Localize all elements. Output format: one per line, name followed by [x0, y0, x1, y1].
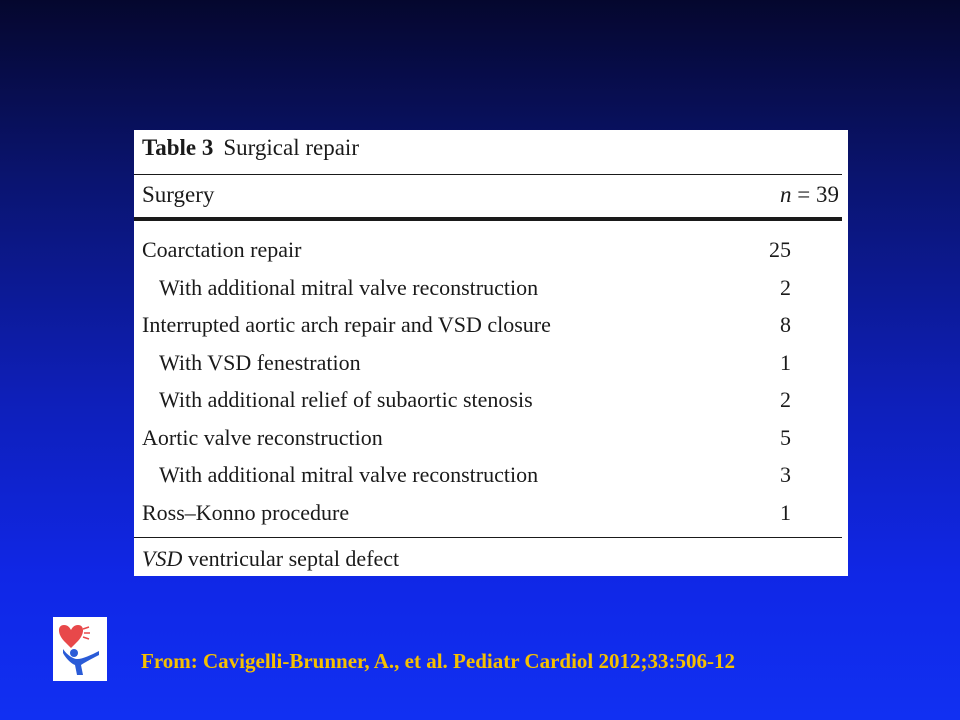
column-header-n	[780, 181, 839, 209]
row-label: Ross–Konno procedure	[142, 499, 350, 525]
row-count: 2	[780, 274, 791, 300]
footnote-abbreviation: VSD	[142, 546, 183, 571]
row-count: 2	[780, 387, 791, 412]
table-title	[142, 134, 359, 162]
surgical-repair-table	[134, 130, 848, 576]
table-row	[134, 384, 848, 422]
n-value: = 39	[797, 182, 839, 207]
row-label: With additional mitral valve reconstruction	[159, 462, 539, 487]
row-label: With VSD fenestration	[159, 349, 361, 375]
row-label: With additional mitral valve reconstruction	[159, 274, 539, 300]
row-label: Interrupted aortic arch repair and VSD closure	[142, 312, 551, 337]
header-rule	[134, 217, 842, 221]
footnote-definition: ventricular septal defect	[187, 546, 400, 571]
row-label: Aortic valve reconstruction	[142, 424, 383, 450]
row-count: 1	[780, 349, 791, 375]
table-row	[134, 272, 848, 310]
row-label: With additional relief of subaortic stenosis	[159, 387, 533, 412]
row-label: Coarctation repair	[142, 237, 302, 262]
row-count: 3	[780, 462, 791, 487]
row-count: 5	[780, 424, 791, 450]
table-row	[134, 422, 848, 460]
row-count: 1	[780, 499, 791, 525]
citation-text: From: Cavigelli-Brunner, A., et al. Pediatr Cardiol 2012;33:506-12	[141, 649, 735, 673]
heart-person-logo-icon	[53, 617, 107, 681]
n-symbol: n	[780, 182, 792, 207]
column-header-surgery: Surgery	[142, 182, 215, 207]
table-caption: Surgical repair	[223, 135, 359, 160]
table-row	[134, 234, 848, 272]
table-footnote	[142, 545, 399, 573]
row-count: 8	[780, 312, 791, 337]
table-row	[134, 347, 848, 385]
bottom-rule	[134, 537, 842, 538]
top-rule	[134, 174, 842, 175]
table-row	[134, 309, 848, 347]
table-row	[134, 459, 848, 497]
row-count: 25	[769, 237, 791, 262]
table-body	[134, 234, 848, 534]
logo-graphic	[53, 617, 107, 681]
table-row	[134, 497, 848, 535]
table-number: Table 3	[142, 135, 214, 160]
